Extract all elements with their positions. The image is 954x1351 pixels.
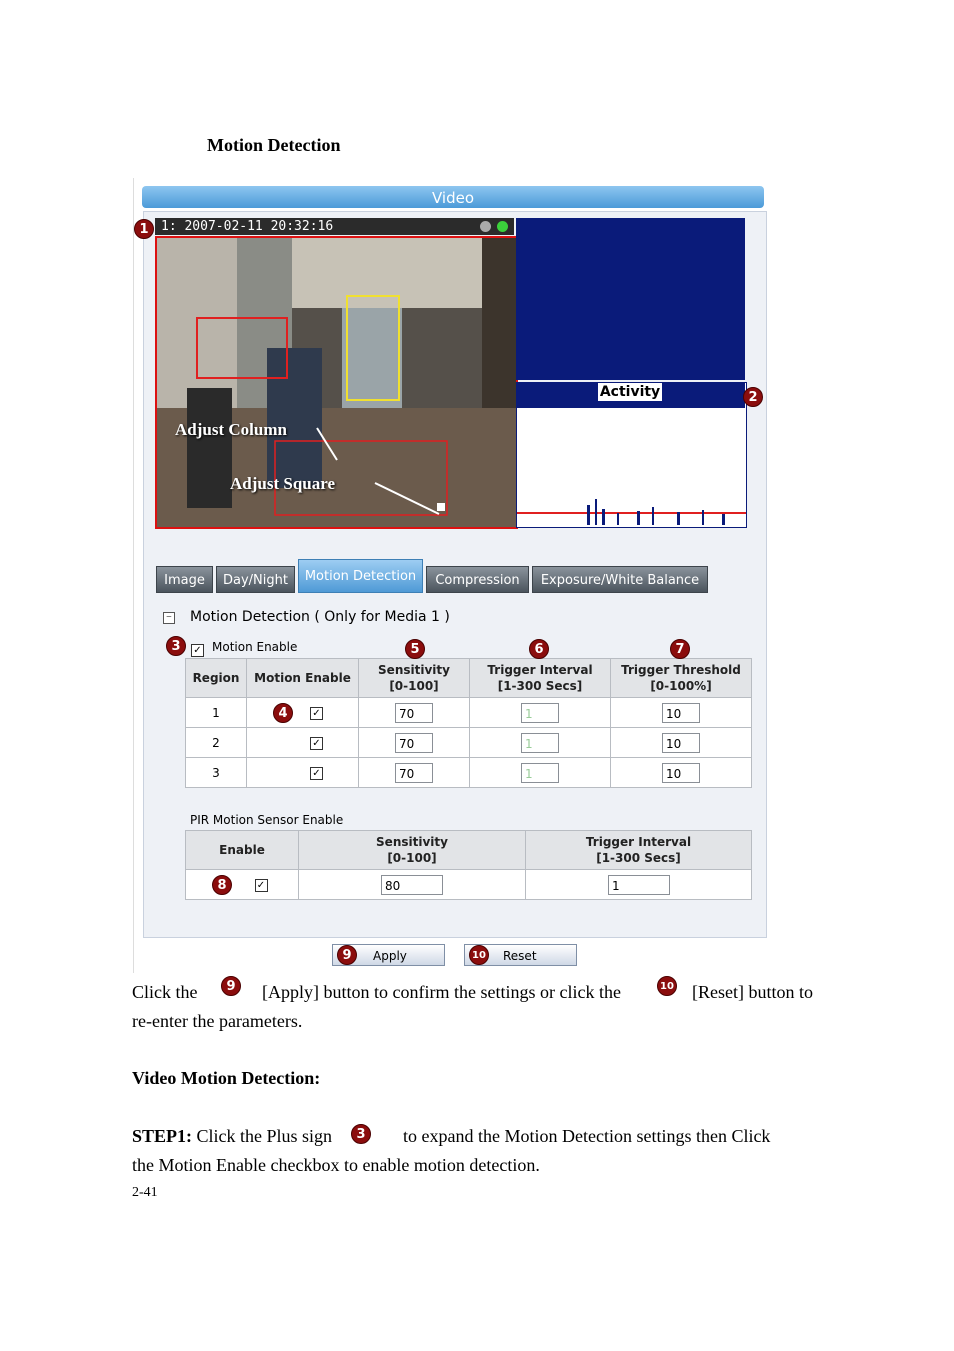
table-row <box>186 758 752 788</box>
motion-regions-table <box>185 658 752 788</box>
pir-sensitivity-input[interactable]: 80 <box>381 875 443 895</box>
tab-exposure-white-balance[interactable]: Exposure/White Balance <box>532 566 708 593</box>
step1-label: STEP1: <box>132 1126 193 1146</box>
col-region: Region <box>186 659 247 698</box>
table-row <box>186 870 752 900</box>
col-trigger-interval: Trigger Interval [1-300 Secs] <box>470 659 611 698</box>
badge-10: 10 <box>469 945 489 965</box>
tab-image[interactable]: Image <box>156 566 213 593</box>
badge-9: 9 <box>337 945 357 965</box>
paragraph-1-end: [Reset] button to <box>692 982 813 1002</box>
sensitivity-input[interactable]: 70 <box>395 733 433 753</box>
badge-10-inline: 10 <box>657 976 677 996</box>
col-pir-enable: Enable <box>186 831 299 870</box>
badge-7: 7 <box>670 639 690 659</box>
pir-table <box>185 830 752 900</box>
md-header: Motion Detection ( Only for Media 1 ) <box>190 609 450 625</box>
trigger-threshold-input[interactable]: 10 <box>662 733 700 753</box>
enable-cell[interactable]: ✓ <box>247 698 359 728</box>
tab-day-night[interactable]: Day/Night <box>216 566 295 593</box>
badge-2: 2 <box>743 387 763 407</box>
region-cell: 2 <box>186 728 247 758</box>
trigger-threshold-input[interactable]: 10 <box>662 703 700 723</box>
activity-label: Activity <box>599 384 661 400</box>
badge-5: 5 <box>405 639 425 659</box>
adjust-column-label: Adjust Column <box>175 420 287 439</box>
paragraph-1-start: Click the <box>132 982 198 1002</box>
trigger-threshold-input[interactable]: 10 <box>662 763 700 783</box>
step1-line1 <box>132 1122 332 1151</box>
page-number: 2-41 <box>132 1185 158 1200</box>
status-dot-icon <box>480 221 491 232</box>
video-bar: Video <box>142 186 764 208</box>
motion-enable-checkbox[interactable]: ✓ <box>191 641 204 659</box>
col-pir-trigger-interval: Trigger Interval [1-300 Secs] <box>526 831 752 870</box>
apply-button[interactable]: Apply <box>332 944 445 966</box>
table-row <box>186 728 752 758</box>
reset-button[interactable]: Reset <box>464 944 577 966</box>
region-cell: 1 <box>186 698 247 728</box>
table-row <box>186 698 752 728</box>
collapse-icon[interactable]: − <box>163 612 175 624</box>
status-dot-icon <box>497 221 508 232</box>
camera-timestamp: 1: 2007-02-11 20:32:16 <box>161 219 334 234</box>
section-title: Motion Detection <box>207 135 341 155</box>
col-trigger-threshold: Trigger Threshold [0-100%] <box>611 659 752 698</box>
tab-motion-detection[interactable]: Motion Detection <box>298 559 423 593</box>
badge-1: 1 <box>134 219 154 239</box>
badge-6: 6 <box>529 639 549 659</box>
motion-enable-label: Motion Enable <box>212 640 298 654</box>
pir-interval-input[interactable]: 1 <box>608 875 670 895</box>
tab-compression[interactable]: Compression <box>426 566 529 593</box>
col-motion-enable: Motion Enable <box>247 659 359 698</box>
paragraph-1-middle: [Apply] button to confirm the settings or click the <box>262 982 621 1002</box>
enable-cell[interactable]: ✓ <box>247 758 359 788</box>
sensitivity-input[interactable]: 70 <box>395 703 433 723</box>
camera-view[interactable] <box>155 236 518 529</box>
badge-9-inline: 9 <box>221 976 241 996</box>
trigger-interval-input[interactable]: 1 <box>521 733 559 753</box>
badge-3: 3 <box>166 636 186 656</box>
pir-enable-cell[interactable]: ✓ <box>186 870 299 900</box>
badge-8: 8 <box>212 875 232 895</box>
trigger-interval-input[interactable]: 1 <box>521 703 559 723</box>
camera-title-bar <box>155 218 514 235</box>
col-pir-sensitivity: Sensitivity [0-100] <box>299 831 526 870</box>
enable-cell[interactable]: ✓ <box>247 728 359 758</box>
sensitivity-input[interactable]: 70 <box>395 763 433 783</box>
step1-text-b: to expand the Motion Detection settings then Click <box>403 1126 771 1146</box>
adjust-square-label: Adjust Square <box>230 474 336 493</box>
step1-text-a: Click the Plus sign <box>196 1126 333 1146</box>
trigger-interval-input[interactable]: 1 <box>521 763 559 783</box>
vmd-heading: Video Motion Detection: <box>132 1068 321 1088</box>
badge-4: 4 <box>273 703 293 723</box>
step1-text-c: the Motion Enable checkbox to enable motion detection. <box>132 1155 540 1175</box>
badge-3-inline: 3 <box>351 1124 371 1144</box>
activity-top-panel <box>516 218 745 380</box>
paragraph-1-line2: re-enter the parameters. <box>132 1011 303 1031</box>
col-sensitivity: Sensitivity [0-100] <box>359 659 470 698</box>
pir-label: PIR Motion Sensor Enable <box>190 813 344 827</box>
region-cell: 3 <box>186 758 247 788</box>
camera-scene <box>157 238 516 527</box>
